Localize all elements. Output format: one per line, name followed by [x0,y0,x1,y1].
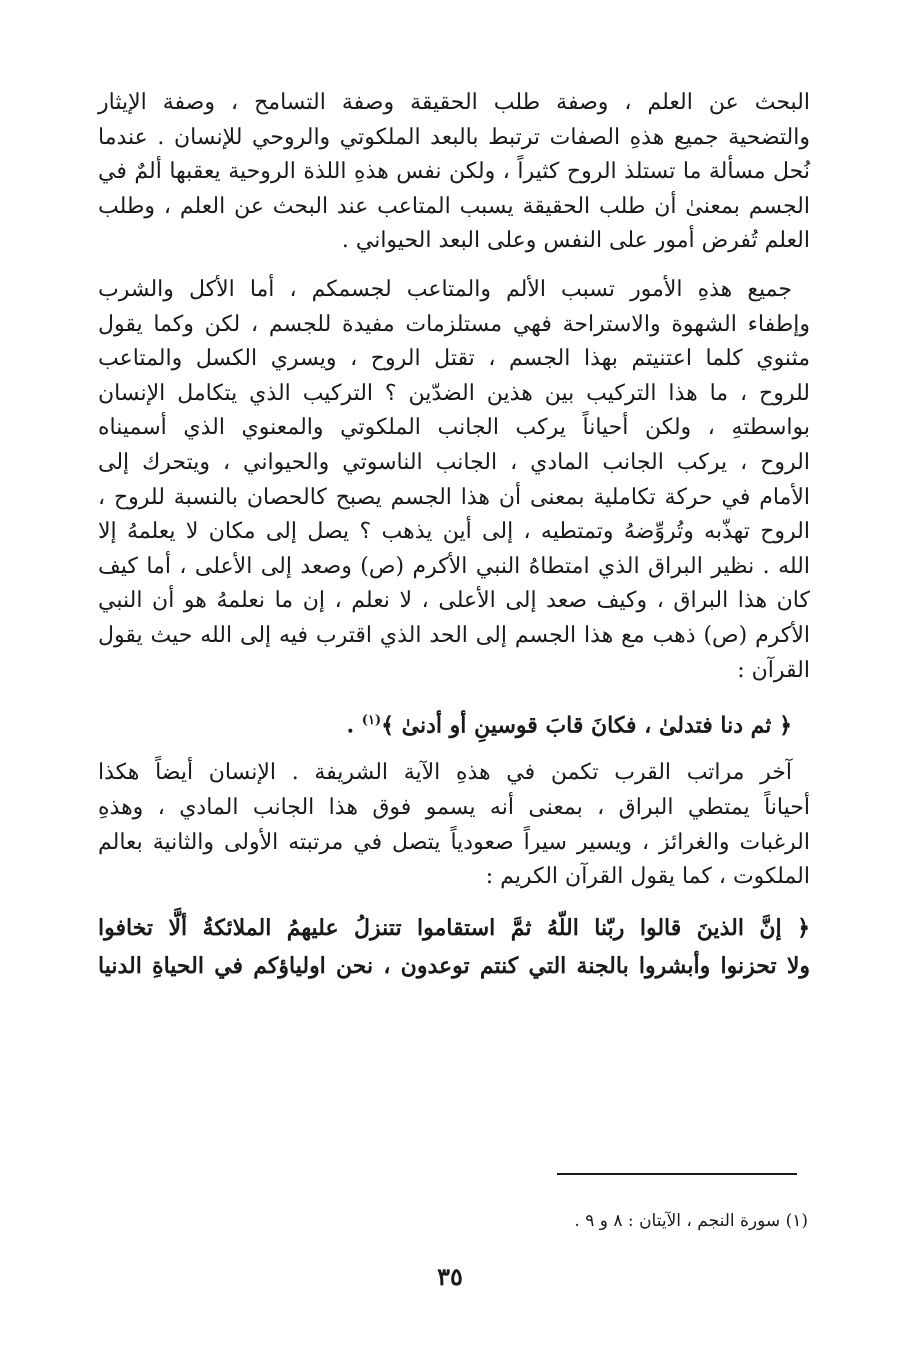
quran-verse-1 [98,702,810,744]
text-line: آخر مراتب القرب تكمن في هذهِ الآية الشريفة . الإنسان أيضاً هكذا [98,760,792,786]
verse-line [98,702,810,744]
text-line: مثنوي كلما اعتنيتم بهذا الجسم ، تقتل الروح ، ويسري الكسل والمتاعب [98,346,810,372]
verse-line: ولا تحزنوا وأبشروا بالجنة التي كنتم توعدون ، نحن اولياؤكم في الحياةِ الدنيا [98,952,810,979]
verse-open-bracket: ﴿ [779,712,792,739]
text-line: الأكرم (ص) ذهب مع هذا الجسم إلى الحد الذي اقترب فيه إلى الله حيث يقول [98,622,810,648]
verse-end-dot: . [346,712,355,739]
quran-verse-2 [98,909,810,985]
text-line: الرغبات والغرائز ، ويسير سيراً صعودياً يتصل في مرتبته الأولى والثانية بعالم [98,829,810,855]
text-line: القرآن : [737,657,810,683]
verse-close-bracket: ﴾ [381,712,394,739]
text-line: العلم تُفرض أمور على النفس وعلى البعد الحيواني . [341,228,810,254]
text-line: الجسم بمعنىٰ أن طلب الحقيقة يسبب المتاعب عند البحث عن العلم ، وطلب [98,193,810,219]
paragraph-3 [98,756,810,894]
verse-text: ثم دنا فتدلىٰ ، فكانَ قابَ قوسينِ أو أدنىٰ [401,712,772,739]
text-line: وإطفاء الشهوة والاستراحة فهي مستلزمات مفيدة للجسم ، لكن وكما يقول [98,311,810,337]
text-line: الروح تهذّبه وتُروِّضهُ وتمتطيه ، إلى أين يذهب ؟ يصل إلى مكان لا يعلمهُ إلا [98,519,810,545]
text-line: كان هذا البراق ، وكيف صعد إلى الأعلى ، لا نعلم ، إن ما نعلمهُ هو أن النبي [98,588,810,614]
page-number: ٣٥ [437,1262,463,1291]
verse-line: ﴿ إنَّ الذينَ قالوا ربّنا اللّهُ ثمَّ استقاموا تتنزلُ عليهمُ الملائكةُ ألَّا تخافوا [98,914,810,941]
text-line: نُحل مسألة ما تستلذ الروح كثيراً ، ولكن نفس هذهِ اللذة الروحية يعقبها ألمٌ في [98,159,810,185]
text-line: الأمام في حركة تكاملية بمعنى أن هذا الجسم يصبح كالحصان بالنسبة للروح ، [98,484,810,510]
text-line: جميع هذهِ الأمور تسبب الألم والمتاعب لجسمكم ، أما الأكل والشرب [98,276,792,302]
footnote-marker: (١) [361,713,382,729]
footnote-divider [557,1173,797,1175]
text-line: البحث عن العلم ، وصفة طلب الحقيقة وصفة التسامح ، وصفة الإيثار [98,90,810,115]
text-line: بواسطتهِ ، ولكن أحياناً يركب الجانب الملكوتي والمعنوي الذي أسميناه [98,415,810,441]
footnote: (١) سورة النجم ، الآيتان : ٨ و ٩ . [574,1211,808,1231]
page-body [98,86,810,997]
text-line: أحياناً يمتطي البراق ، بمعنى أنه يسمو فوق هذا الجانب المادي ، وهذهِ [98,795,810,821]
text-line: للروح ، ما هذا التركيب بين هذين الضدّين ؟ التركيب الذي يتكامل الإنسان [98,380,810,406]
paragraph-1 [98,86,810,259]
text-line: الروح ، يركب الجانب المادي ، الجانب الناسوتي والحيواني ، ويتحرك إلى [98,449,810,475]
text-line: والتضحية جميع هذهِ الصفات ترتبط بالبعد الملكوتي والروحي للإنسان . عندما [98,124,810,150]
text-line: الملكوت ، كما يقول القرآن الكريم : [485,864,810,890]
text-line: الله . نظير البراق الذي امتطاهُ النبي الأكرم (ص) وصعد إلى الأعلى ، أما كيف [98,553,810,579]
paragraph-2 [98,273,810,688]
